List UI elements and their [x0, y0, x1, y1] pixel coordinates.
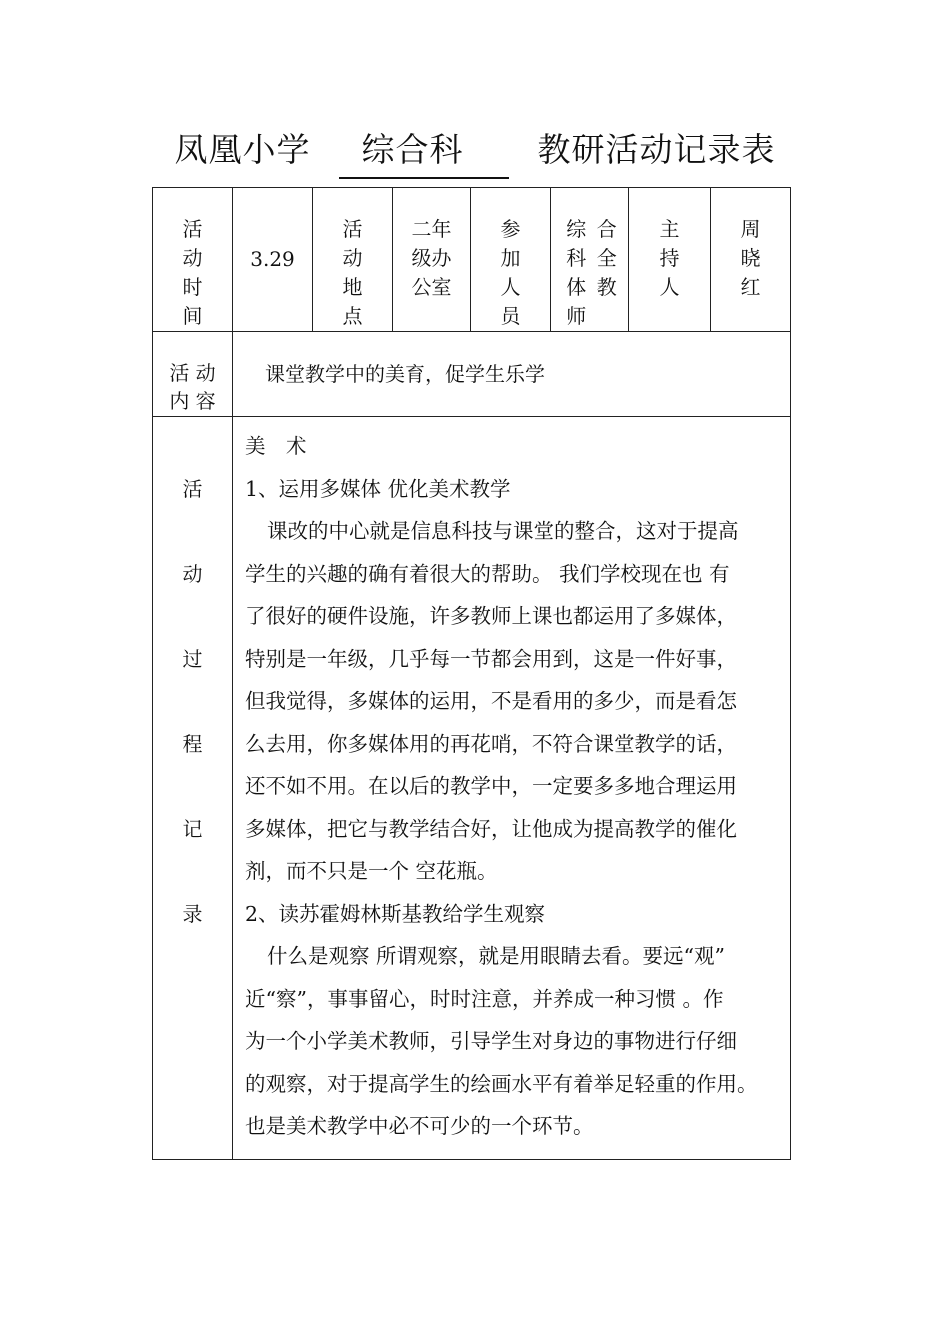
activity-date: 3.29 — [250, 247, 295, 271]
place-label-cell: 活 动 地 点 — [313, 188, 393, 332]
activity-topic: 课堂教学中的美育，促学生乐学 — [265, 362, 545, 386]
subject-heading: 美 术 — [245, 434, 307, 458]
participants-label-cell: 参 加 人 员 — [471, 188, 551, 332]
process-label-cell: 活 动 过 程 记 录 — [153, 417, 233, 1160]
content-label-cell: 活 动 内 容 — [153, 332, 233, 417]
section-2-title: 2、读苏霍姆林斯基教给学生观察 — [245, 901, 546, 926]
time-label-cell: 活 动 时 间 — [153, 188, 233, 332]
content-value-cell — [233, 332, 791, 417]
host-value-cell: 周 晓 红 — [711, 188, 791, 332]
place-value-cell: 二年 级办 公室 — [393, 188, 471, 332]
section-1-line: 但我觉得，多媒体的运用，不是看用的多少，而是看怎 — [245, 689, 737, 713]
process-row — [153, 417, 791, 1160]
section-1-title: 1、运用多媒体 优化美术教学 — [245, 476, 511, 501]
section-2-line: 什么是观察 所谓观察，就是用眼睛去看。要远“观” — [267, 944, 725, 968]
section-1-line: 课改的中心就是信息科技与课堂的整合，这对于提高 — [267, 519, 739, 543]
participants-value-cell: 综 合 科 全 体 教 师 — [551, 188, 629, 332]
section-2-line: 的观察，对于提高学生的绘画水平有着举足轻重的作用。 — [245, 1071, 758, 1096]
record-table — [152, 187, 791, 1160]
section-1-line: 还不如不用。在以后的教学中，一定要多多地合理运用 — [245, 774, 737, 798]
time-value-cell — [233, 188, 313, 332]
title-form-name: 教研活动记录表 — [537, 130, 776, 169]
section-1-line: 特别是一年级，几乎每一节都会用到，这是一件好事， — [245, 646, 737, 671]
section-1-line: 么去用，你多媒体用的再花哨，不符合课堂教学的话， — [245, 731, 737, 756]
section-2-line: 为一个小学美术教师，引导学生对身边的事物进行仔细 — [245, 1029, 737, 1053]
section-1-line: 学生的兴趣的确有着很大的帮助。 我们学校现在也 有 — [245, 561, 730, 586]
title-school: 凤凰小学 — [174, 130, 311, 169]
section-1-line: 了很好的硬件设施，许多教师上课也都运用了多媒体， — [245, 604, 737, 628]
page-title — [0, 124, 950, 179]
section-2-line: 也是美术教学中必不可少的一个环节。 — [245, 1114, 594, 1138]
section-2-line: 近“察”，事事留心，时时注意，并养成一种习惯 。作 — [245, 986, 724, 1011]
section-1-line: 多媒体，把它与教学结合好，让他成为提高教学的催化 — [245, 816, 737, 841]
title-subject: 综合科 — [339, 124, 510, 179]
process-record-cell — [233, 417, 791, 1160]
content-row — [153, 332, 791, 417]
host-label-cell: 主 持 人 — [629, 188, 711, 332]
header-row — [153, 188, 791, 332]
section-1-line: 剂，而不只是一个 空花瓶。 — [245, 859, 498, 883]
